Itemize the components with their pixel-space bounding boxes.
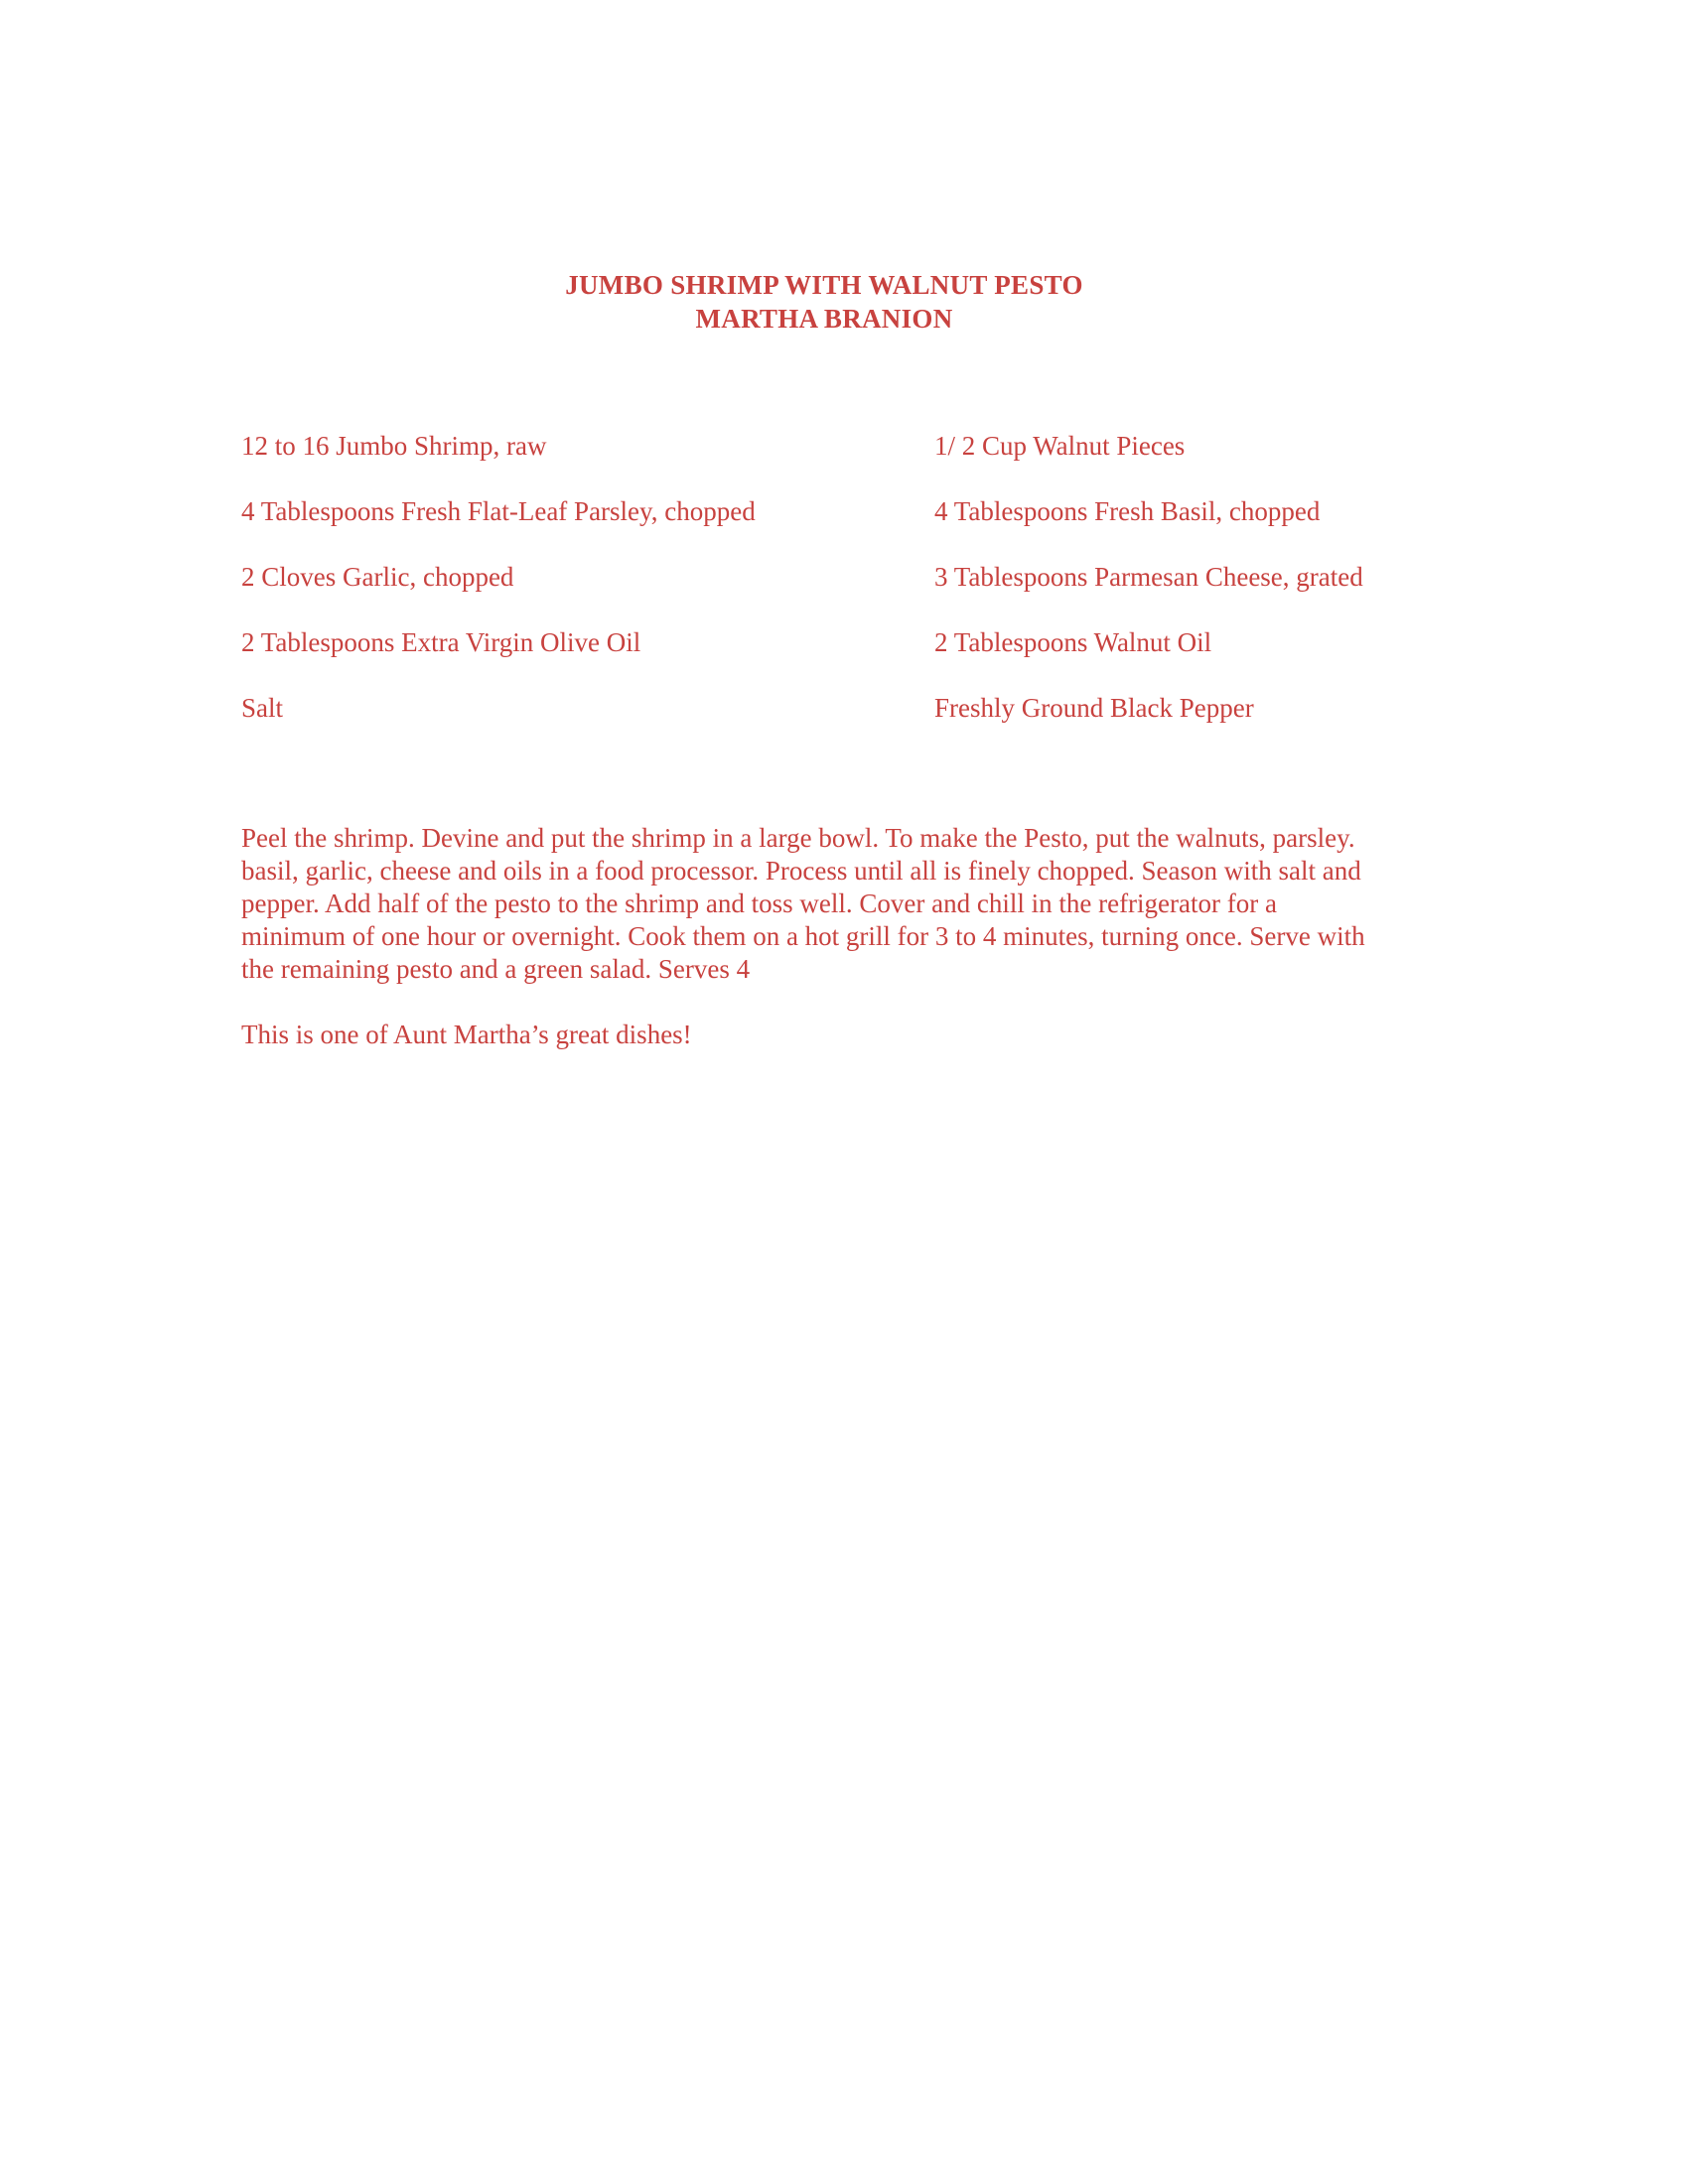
recipe-note: This is one of Aunt Martha’s great dishes! [241,1020,692,1049]
ingredient-row [241,693,1433,758]
directions-line: minimum of one hour or overnight. Cook them on a hot grill for 3 to 4 minutes, turning once. Serve with [241,921,1365,951]
ingredient-left: 2 Tablespoons Extra Virgin Olive Oil [241,627,641,657]
ingredient-row [241,627,1433,693]
directions-line: basil, garlic, cheese and oils in a food processor. Process until all is finely chopped. Season with salt and [241,856,1361,886]
ingredient-row [241,431,1433,496]
ingredient-row [241,496,1433,562]
ingredient-left: Salt [241,693,284,723]
ingredient-left: 4 Tablespoons Fresh Flat-Leaf Parsley, chopped [241,496,756,526]
ingredient-right: 3 Tablespoons Parmesan Cheese, grated [934,562,1363,592]
directions-paragraph [241,822,1453,986]
ingredient-right: 4 Tablespoons Fresh Basil, chopped [934,496,1321,526]
directions-line: Peel the shrimp. Devine and put the shrimp in a large bowl. To make the Pesto, put the walnuts, parsley. [241,823,1355,853]
recipe-header [0,268,1648,336]
ingredient-right: Freshly Ground Black Pepper [934,693,1254,723]
recipe-title: JUMBO SHRIMP WITH WALNUT PESTO [565,270,1083,300]
ingredient-row [241,562,1433,627]
ingredient-left: 2 Cloves Garlic, chopped [241,562,514,592]
ingredients-list [241,431,1433,758]
ingredient-left: 12 to 16 Jumbo Shrimp, raw [241,431,547,461]
directions-line: pepper. Add half of the pesto to the shrimp and toss well. Cover and chill in the refrigerator for a [241,888,1277,918]
ingredient-right: 2 Tablespoons Walnut Oil [934,627,1212,657]
directions-line: the remaining pesto and a green salad. Serves 4 [241,954,751,984]
ingredient-right: 1/ 2 Cup Walnut Pieces [934,431,1186,461]
recipe-author: MARTHA BRANION [695,304,953,334]
